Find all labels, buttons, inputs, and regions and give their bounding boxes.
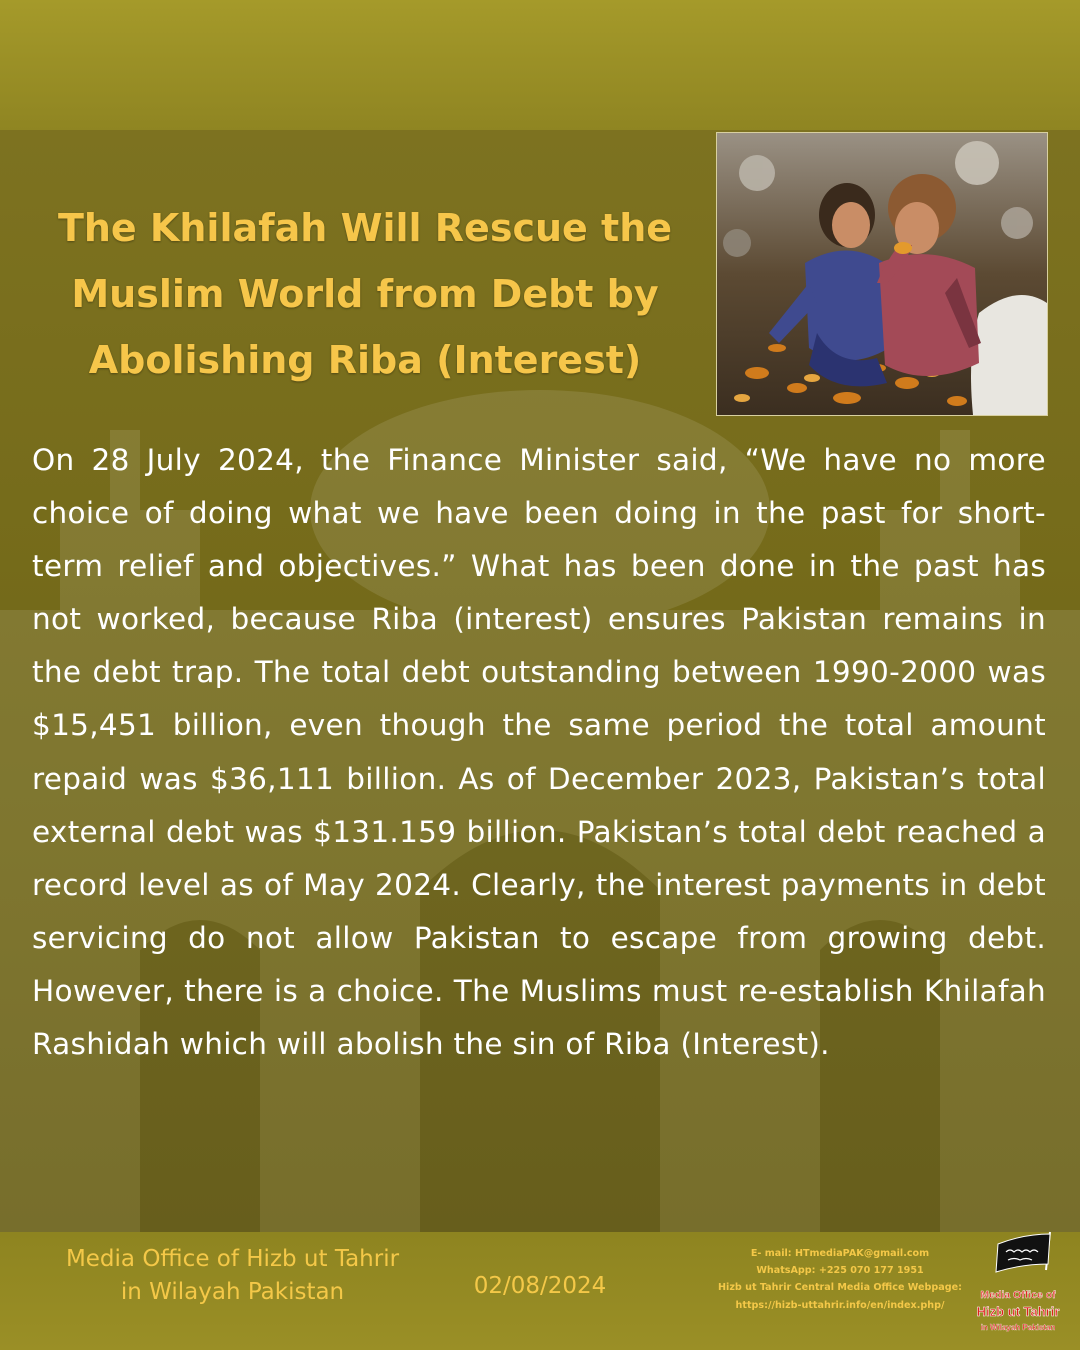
contact-email[interactable]: E- mail: HTmediaPAK@gmail.com	[750, 1248, 930, 1259]
publish-date: 02/08/2024	[473, 1273, 607, 1299]
contact-webpage-label: Hizb ut Tahrir Central Media Office Webpage:	[718, 1282, 962, 1294]
children-photo	[716, 132, 1048, 416]
media-office-name	[20, 1243, 445, 1309]
office-line-1: Media Office of Hizb ut Tahrir	[65, 1246, 400, 1272]
article-body: On 28 July 2024, the Finance Minister said, “We have no more choice of doing what we have been doing in the past for short-term relief and objectives.” What has been done in the past has not worked, because Riba (interest) ensures Pakistan remains in the debt trap. The total debt outstanding between 1990-2000 was $15,451 billion, even though the same period the total amount repaid was $36,111 billion. As of December 2023, Pakistan’s total external debt was $131.159 billion. Pakistan’s total debt reached a record level as of May 2024. Clearly, the interest payments in debt servicing do not allow Pakistan to escape from growing debt. However, there is a choice. The Muslims must re-establish Khilafah Rashidah which will abolish the sin of Riba (Interest).	[32, 443, 1046, 1062]
office-line-2: in Wilayah Pakistan	[120, 1279, 345, 1305]
contact-url[interactable]: https://hizb-uttahrir.info/en/index.php/	[735, 1299, 945, 1311]
contact-info	[700, 1245, 980, 1314]
contact-whatsapp[interactable]: WhatsApp: +225 070 177 1951	[756, 1265, 924, 1277]
top-band	[0, 0, 1080, 130]
media-office-logo	[976, 1230, 1060, 1346]
logo-line-1: Media Office of	[980, 1289, 1056, 1301]
logo-line-2: Hizb ut Tahrir	[976, 1304, 1060, 1319]
headline: The Khilafah Will Rescue the Muslim World from Debt by Abolishing Riba (Interest)	[57, 206, 673, 382]
logo-line-3: in Wilayah Pakistan	[980, 1323, 1056, 1332]
photo-illustration	[717, 133, 1047, 415]
